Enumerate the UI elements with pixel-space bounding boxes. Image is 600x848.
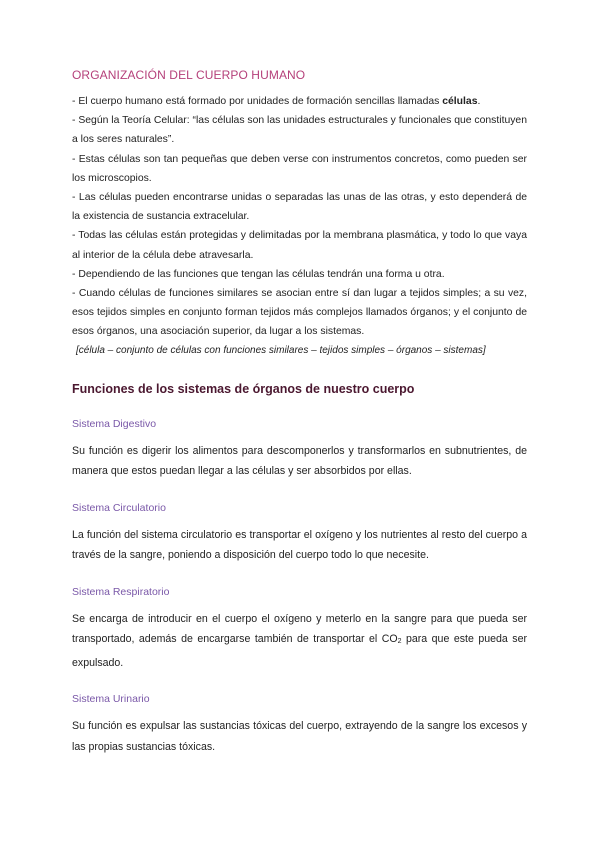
bullet-paragraph (72, 188, 527, 226)
section-heading: Funciones de los sistemas de órganos de nuestro cuerpo (72, 381, 415, 396)
subscript-two: 2 (397, 638, 402, 646)
system-title: Sistema Respiratorio (72, 585, 170, 598)
bullet-text: - Dependiendo de las funciones que tengan las células tendrán una forma u otra. (72, 268, 445, 280)
bullet-text: - Las células pueden encontrarse unidas o separadas las unas de las otras, y esto dependerá de la existencia de sustancia extracelular. (72, 192, 527, 223)
system-block (72, 418, 527, 482)
bullet-text-end: . (477, 96, 481, 107)
system-block (72, 502, 527, 566)
cell-hierarchy-formula: [célula – conjunto de células con funciones similares – tejidos simples – órganos – sistemas] (76, 344, 486, 356)
system-description-text: Se encarga de introducir en el cuerpo el oxígeno y meterlo en la sangre para que pueda ser transportado, además de encargarse también de transportar el CO (72, 612, 527, 646)
bullet-paragraph (72, 111, 527, 149)
system-block (72, 693, 527, 757)
bullet-paragraph (72, 92, 527, 111)
system-description (72, 609, 527, 674)
intro-bullets (72, 92, 527, 360)
system-title: Sistema Circulatorio (72, 501, 166, 514)
system-title: Sistema Urinario (72, 693, 150, 706)
document-title: ORGANIZACIÓN DEL CUERPO HUMANO (72, 68, 306, 82)
bullet-text: - Estas células son tan pequeñas que deben verse con instrumentos concretos, como pueden ser los microscopios. (72, 153, 527, 184)
bullet-bold-term: células (442, 96, 478, 107)
system-description-text: La función del sistema circulatorio es transportar el oxígeno y los nutrientes al resto del cuerpo a través de la sangre, poniendo a disposición del cuerpo todo lo que necesite. (72, 528, 527, 562)
bullet-text: - Todas las células están protegidas y delimitadas por la membrana plasmática, y todo lo que vaya al interior de la célula debe atravesarla. (72, 230, 527, 261)
system-description (72, 525, 527, 566)
system-title: Sistema Digestivo (72, 417, 157, 430)
bullet-text: - El cuerpo humano está formado por unidades de formación sencillas llamadas (72, 96, 443, 107)
system-description-text: Su función es expulsar las sustancias tóxicas del cuerpo, extrayendo de la sangre los excesos y las propias sustancias tóxicas. (72, 720, 527, 753)
bullet-text: - Según la Teoría Celular: “las células son las unidades estructurales y funcionales que constituyen a los seres naturales”. (72, 115, 527, 146)
system-description-text: Su función es digerir los alimentos para descomponerlos y transformarlos en subnutrientes, de manera que estos puedan llegar a las células y ser absorbidos por ellas. (72, 444, 527, 478)
system-description (72, 441, 527, 482)
system-block (72, 586, 527, 674)
document-page (72, 68, 527, 757)
bullet-paragraph (72, 150, 527, 188)
system-description (72, 716, 527, 757)
bullet-paragraph (72, 284, 527, 342)
bullet-paragraph (72, 226, 527, 264)
bullet-text: - Cuando células de funciones similares se asocian entre sí dan lugar a tejidos simples; a su vez, esos tejidos simples en conjunto forman tejidos más complejos llamados órganos; y el conjunto de esos órganos, una asociación superior, da lugar a los sistemas. (72, 288, 527, 338)
bullet-paragraph (72, 265, 527, 284)
system-description-text-end: para que este pueda ser expulsado. (72, 633, 527, 669)
